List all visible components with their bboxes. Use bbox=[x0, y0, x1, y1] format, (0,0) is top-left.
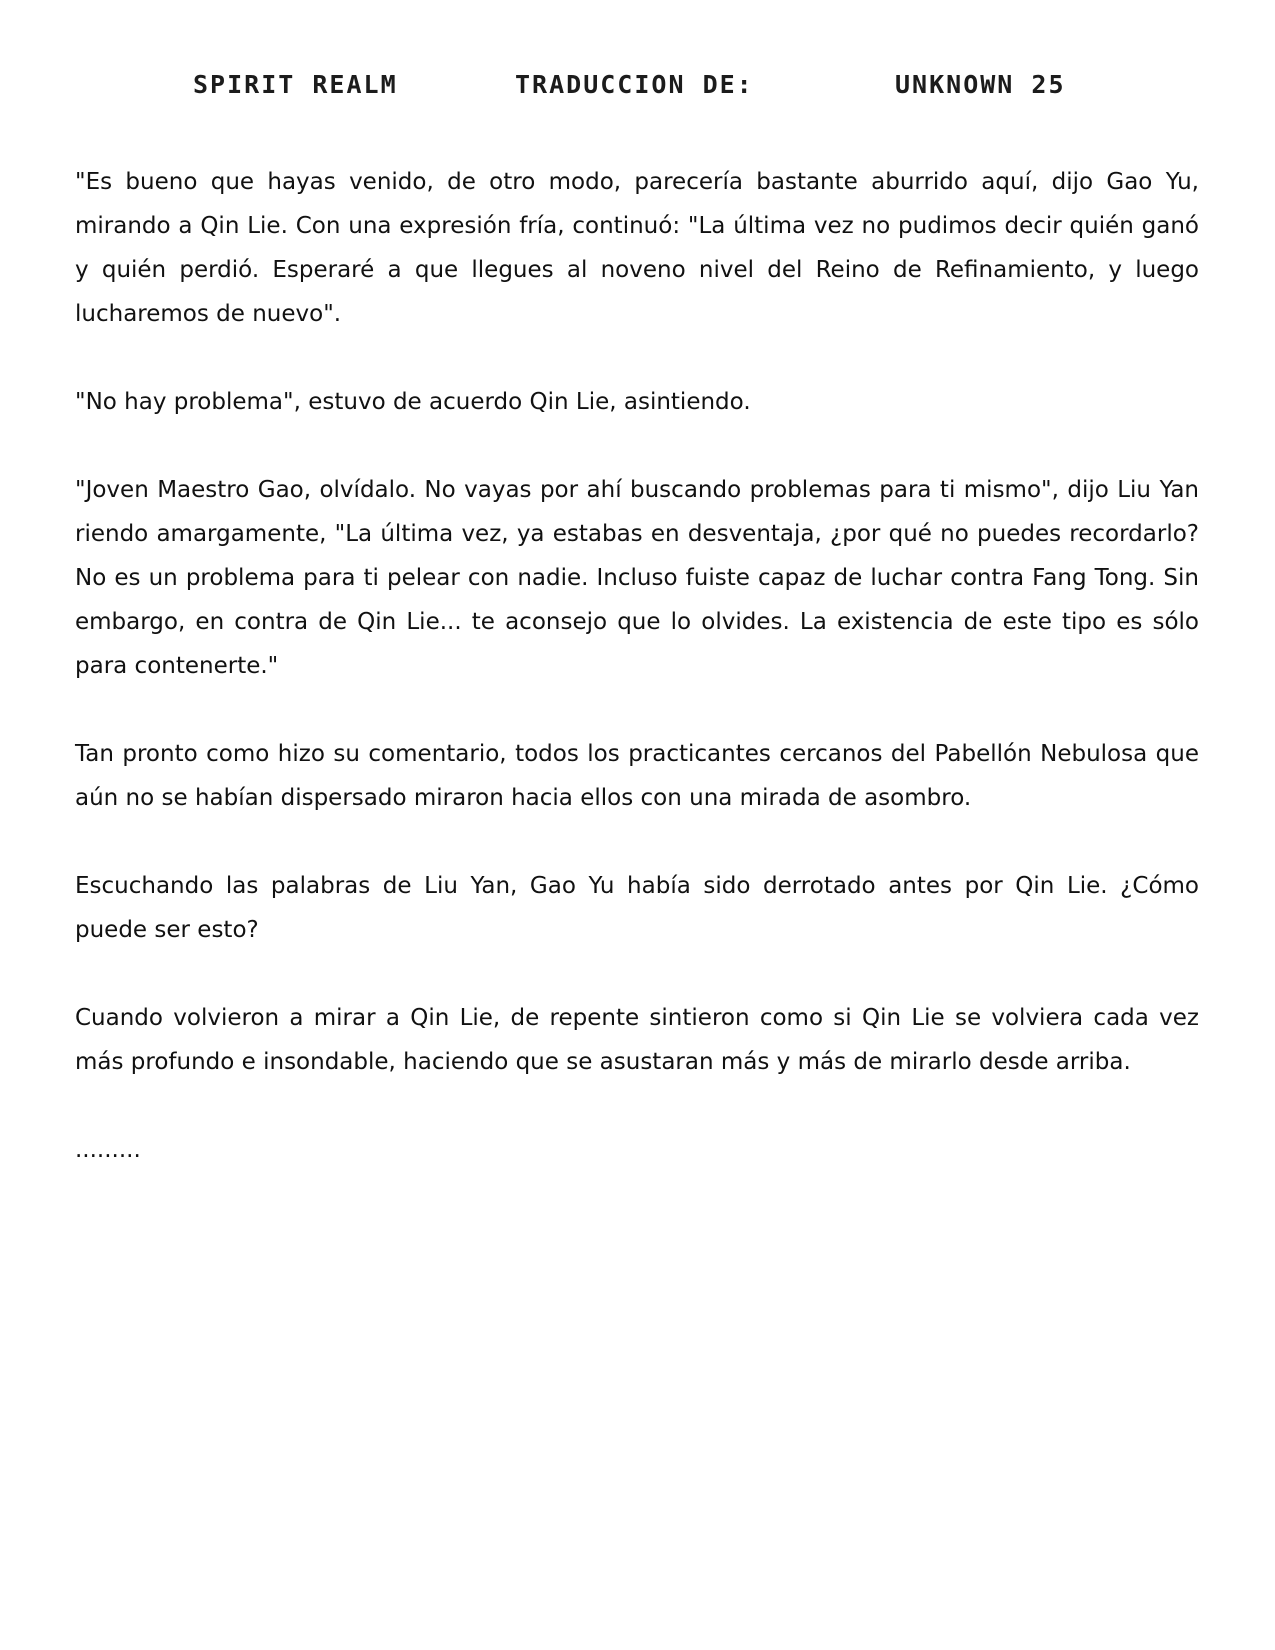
paragraph: Cuando volvieron a mirar a Qin Lie, de repente sintieron como si Qin Lie se volviera cada vez más profundo e insondable, haciendo que se asustaran más y más de mirarlo desde arriba. bbox=[75, 1005, 1199, 1075]
header-title: SPIRIT REALM bbox=[193, 70, 398, 99]
document-body bbox=[75, 160, 1199, 1216]
paragraph: "No hay problema", estuvo de acuerdo Qin Lie, asintiendo. bbox=[75, 389, 751, 415]
paragraph: Tan pronto como hizo su comentario, todos los practicantes cercanos del Pabellón Nebulosa que aún no se habían dispersado miraron hacia ellos con una mirada de asombro. bbox=[75, 741, 1199, 811]
paragraph: "Joven Maestro Gao, olvídalo. No vayas por ahí buscando problemas para ti mismo", dijo Liu Yan riendo amargamente, "La última vez, ya estabas en desventaja, ¿por qué no puedes recordarlo? No es un problema para ti pelear con nadie. Incluso fuiste capaz de luchar contra Fang Tong. Sin embargo, en contra de Qin Lie... te aconsejo que lo olvides. La existencia de este tipo es sólo para contenerte." bbox=[75, 477, 1199, 679]
paragraph: Escuchando las palabras de Liu Yan, Gao Yu había sido derrotado antes por Qin Lie. ¿Cómo puede ser esto? bbox=[75, 873, 1199, 943]
paragraph: "Es bueno que hayas venido, de otro modo, parecería bastante aburrido aquí, dijo Gao Yu, mirando a Qin Lie. Con una expresión fría, continuó: "La última vez no pudimos decir quién ganó y quién perdió. Esperaré a que llegues al noveno nivel del Reino de Refinamiento, y luego lucharemos de nuevo". bbox=[75, 169, 1199, 327]
page-header bbox=[0, 70, 1275, 110]
section-break: ......... bbox=[75, 1137, 141, 1163]
header-translation-label: TRADUCCION DE: bbox=[515, 70, 754, 99]
header-translator: UNKNOWN 25 bbox=[895, 70, 1066, 99]
